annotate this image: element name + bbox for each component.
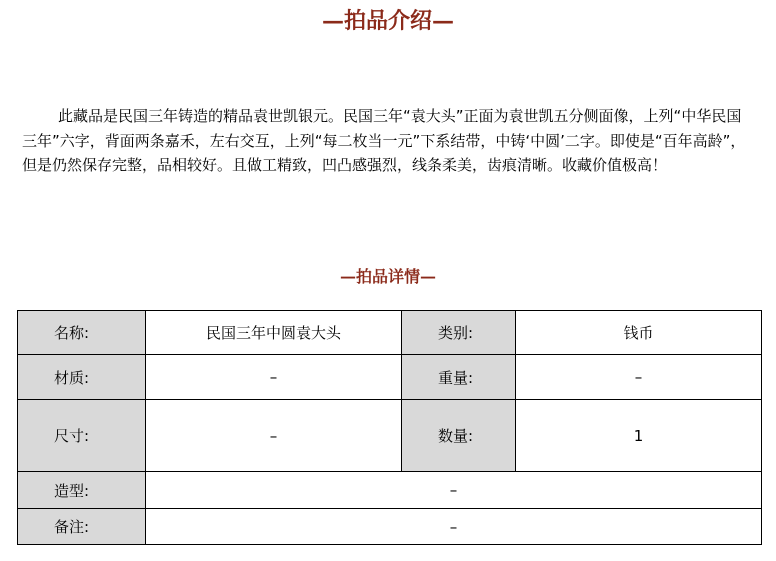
- details-section-title: —拍品详情—: [339, 267, 436, 286]
- category-label: 类别:: [402, 311, 516, 355]
- quantity-label: 数量:: [402, 400, 516, 472]
- material-label: 材质:: [18, 355, 146, 400]
- table-row: [18, 472, 762, 509]
- table-row: [18, 400, 762, 472]
- details-table: [17, 310, 762, 545]
- weight-label: 重量:: [402, 355, 516, 400]
- category-value: 钱币: [516, 311, 762, 355]
- size-value: –: [146, 400, 402, 472]
- remarks-value: –: [146, 509, 762, 545]
- name-value: 民国三年中圆袁大头: [146, 311, 402, 355]
- remarks-label: 备注:: [18, 509, 146, 545]
- weight-value: –: [516, 355, 762, 400]
- intro-description: 此藏品是民国三年铸造的精品袁世凯银元。民国三年“袁大头”正面为袁世凯五分侧面像，上列“中华民国三年”六字，背面两条嘉禾，左右交互，上列“每二枚当一元”下系结带，中铸‘中圆’二字。即使是“百年高龄”，但是仍然保存完整，品相较好。且做工精致，凹凸感强烈，线条柔美，齿痕清晰。收藏价值极高！: [22, 107, 746, 174]
- shape-label: 造型:: [18, 472, 146, 509]
- intro-section-title: —拍品介绍—: [321, 8, 454, 34]
- size-label: 尺寸:: [18, 400, 146, 472]
- table-row: [18, 509, 762, 545]
- table-row: [18, 355, 762, 400]
- shape-value: –: [146, 472, 762, 509]
- quantity-value: 1: [516, 400, 762, 472]
- name-label: 名称:: [18, 311, 146, 355]
- table-row: [18, 311, 762, 355]
- material-value: –: [146, 355, 402, 400]
